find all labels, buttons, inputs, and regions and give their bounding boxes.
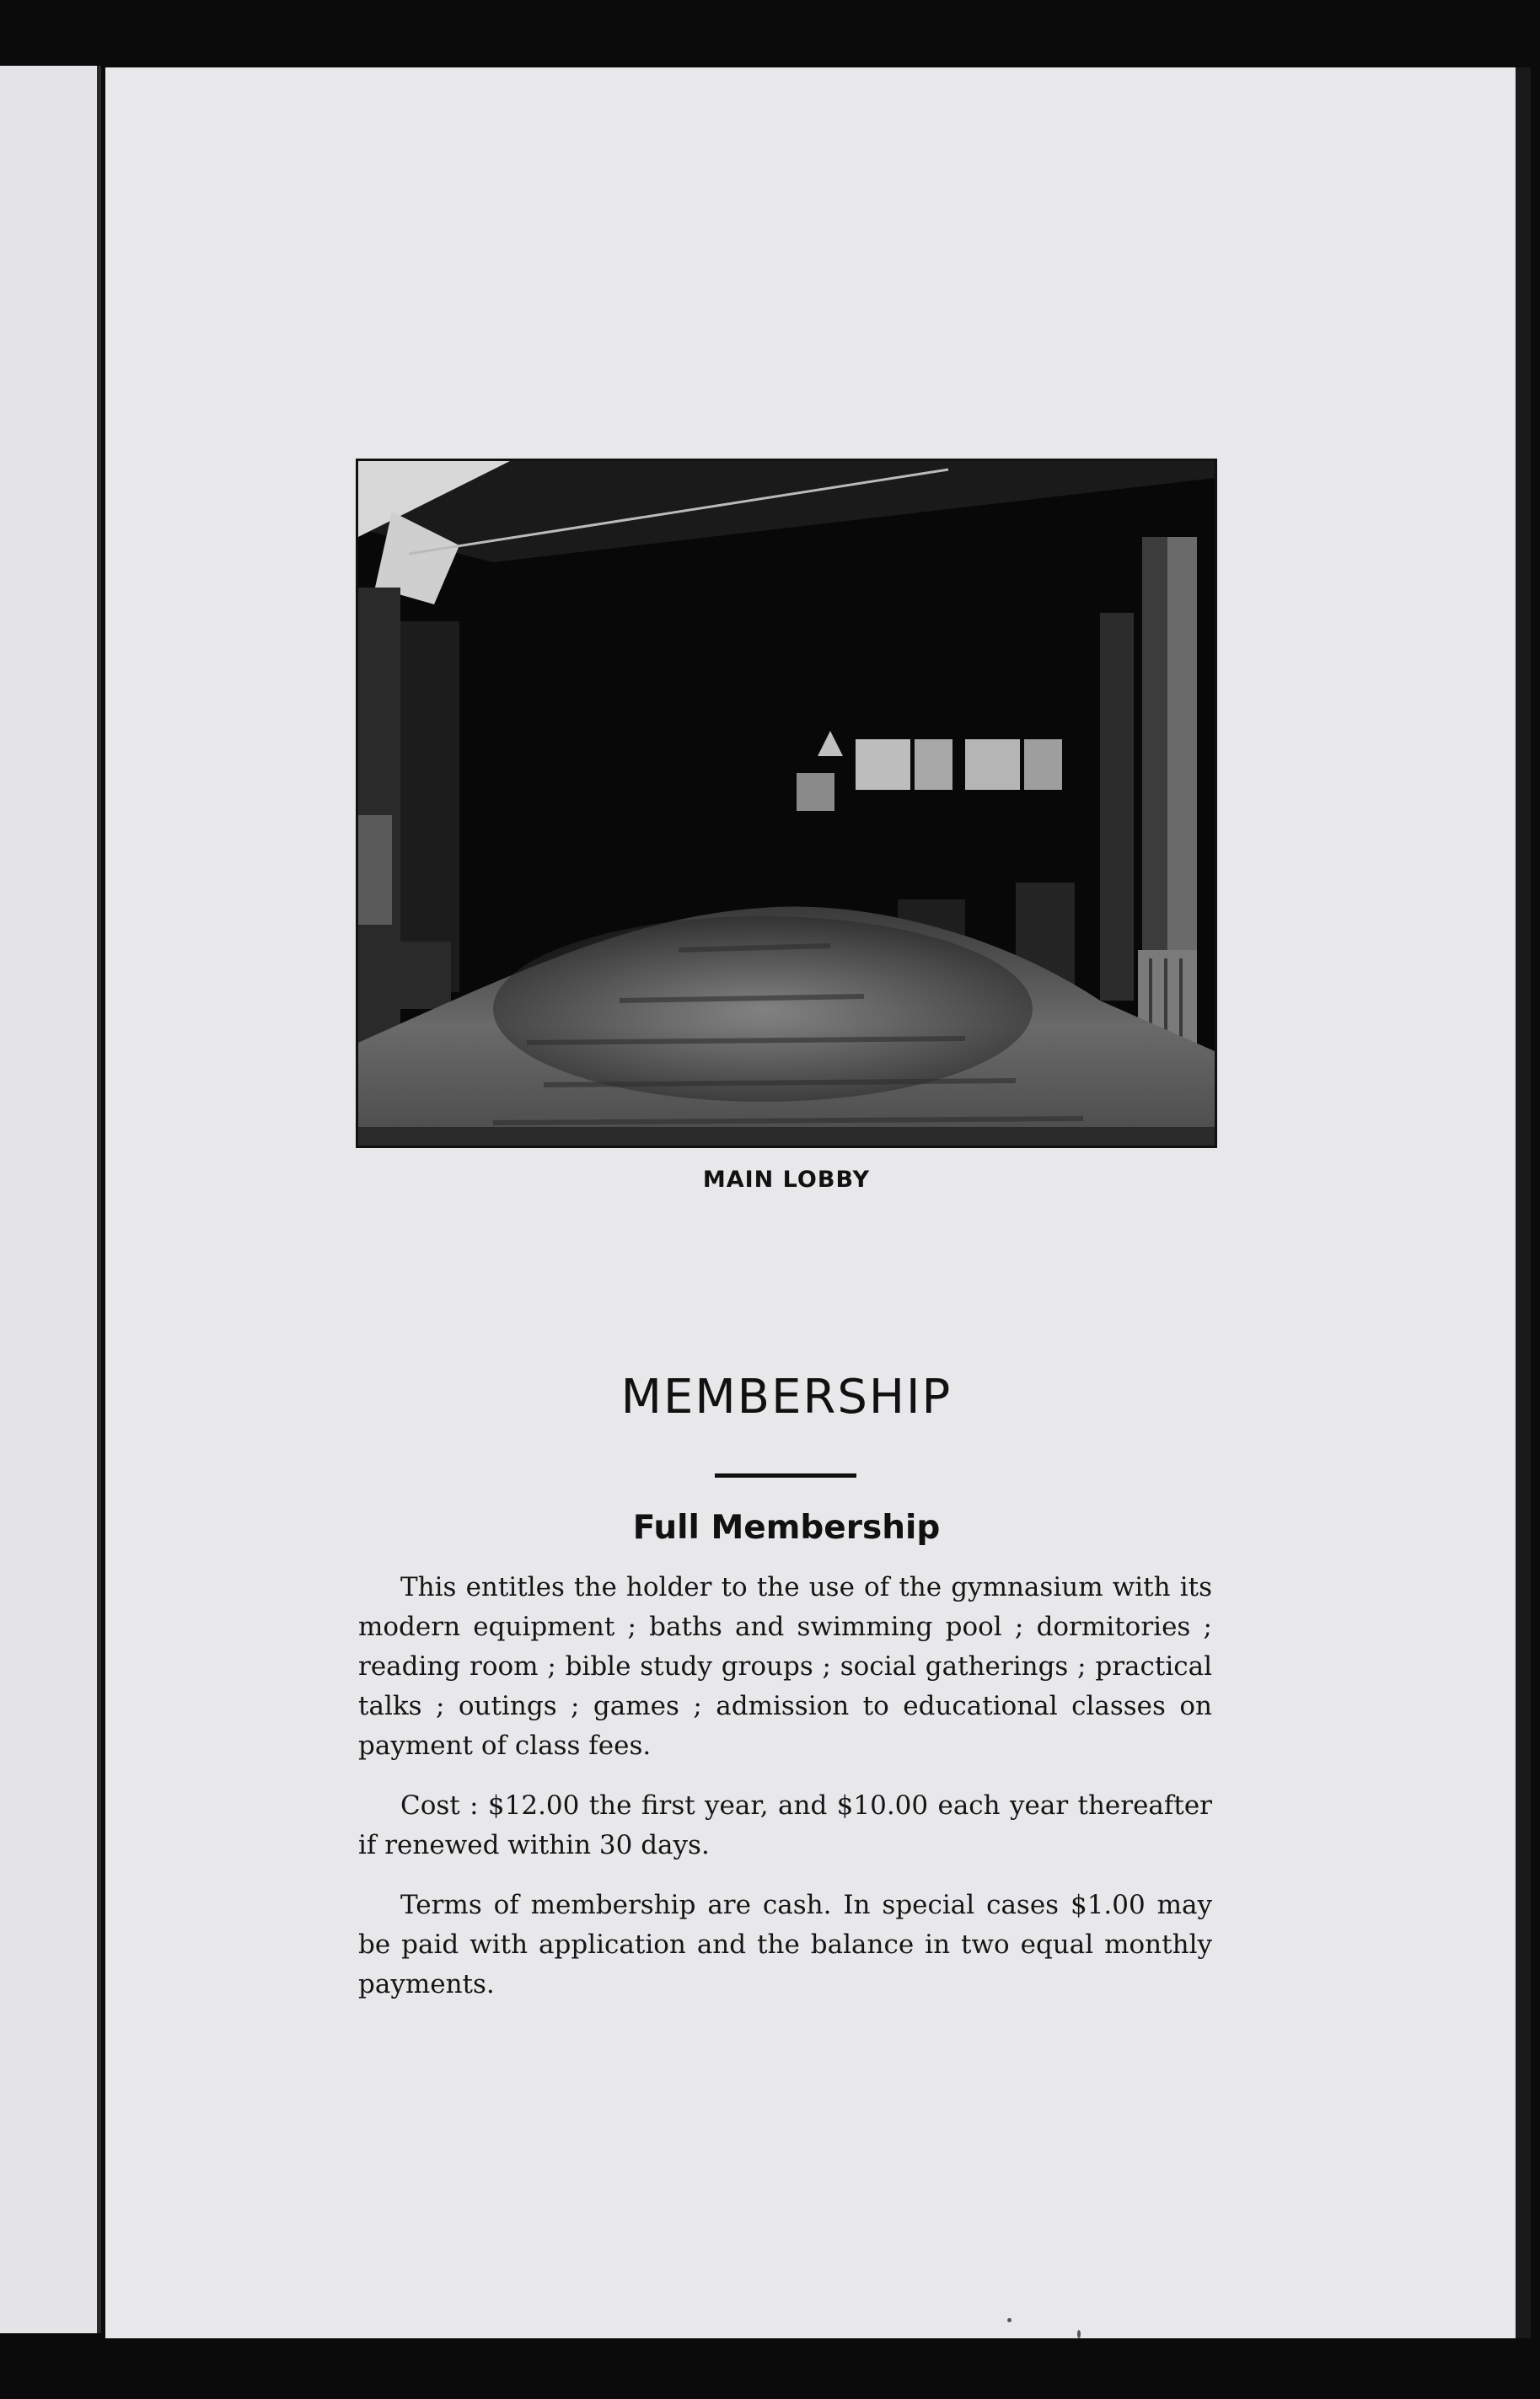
membership-text (358, 1568, 1212, 2025)
facing-page-edge (0, 66, 101, 2333)
document-page (105, 67, 1516, 2338)
title-divider (715, 1473, 856, 1478)
main-lobby-photo (356, 459, 1217, 1148)
section-subtitle: Full Membership (632, 1509, 941, 1547)
photo-caption: MAIN LOBBY (702, 1167, 871, 1193)
paragraph-terms: Terms of membership are cash. In special cases $1.00 may be paid with application and the balance in two equal monthly payments. (358, 1890, 1212, 1999)
paper-speck (1007, 2318, 1011, 2322)
paragraph-cost: Cost : $12.00 the first year, and $10.00 each year thereafter if renewed within 30 days. (358, 1790, 1212, 1860)
paragraph-benefits: This entitles the holder to the use of the gymnasium with its modern equipment ; baths and swimming pool ; dormitories ; reading room ; bible study groups ; social gatherings ; practical talks ; outings ; games ; admission to educational classes on payment of class fees. (358, 1572, 1212, 1761)
paper-speck (1077, 2330, 1081, 2338)
lobby-photo-image (358, 461, 1215, 1146)
section-title: MEMBERSHIP (620, 1370, 952, 1425)
